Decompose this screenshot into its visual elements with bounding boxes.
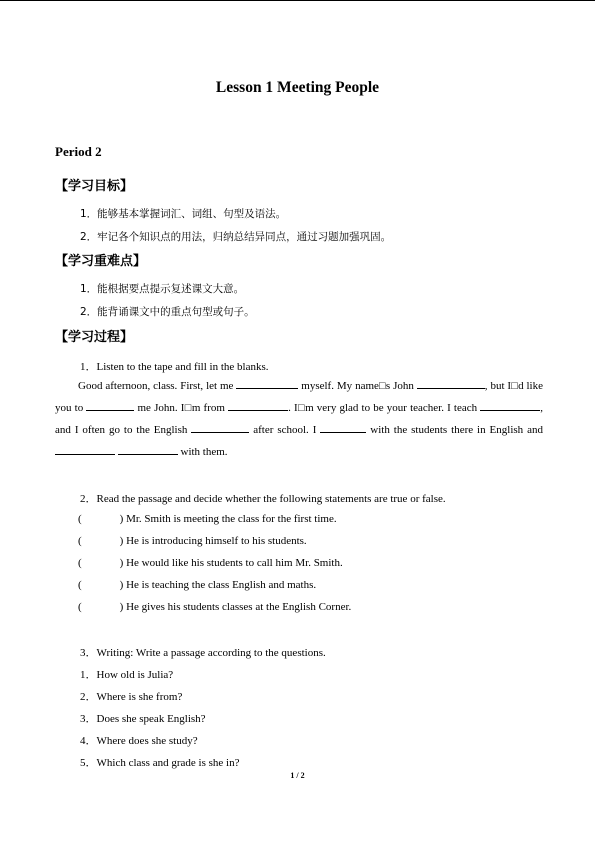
exercise2-instruction: 2．Read the passage and decide whether the following statements are true or false. (80, 493, 446, 505)
fill-blank[interactable] (417, 377, 485, 389)
passage-text: m very glad to be your teacher. I teach (305, 402, 478, 414)
key-point-item: 1．能根据要点提示复述课文大意。 (80, 283, 245, 295)
writing-question: 5．Which class and grade is she in? (80, 757, 240, 769)
process-heading: 【学习过程】 (55, 330, 134, 345)
page-top-border (0, 0, 595, 1)
writing-question: 3．Does she speak English? (80, 713, 206, 725)
tf-statement-row: ( ) Mr. Smith is meeting the class for the first time. (78, 513, 337, 525)
objective-item: 1．能够基本掌握词汇、词组、句型及语法。 (80, 208, 287, 220)
passage-text: s John (385, 380, 414, 392)
exercise3-instruction: 3．Writing: Write a passage according to the questions. (80, 647, 326, 659)
tf-statement-text: He would like his students to call him Mr. Smith. (126, 557, 343, 569)
tf-statement-row: ( ) He would like his students to call him Mr. Smith. (78, 557, 343, 569)
tf-statement-row: ( ) He gives his students classes at the English Corner. (78, 601, 352, 613)
tf-statement-row: ( ) He is introducing himself to his students. (78, 535, 307, 547)
exercise1-passage: Good afternoon, class. First, let me myself. My name□s John , but I□d like you to me John. I□m from . I□m very glad to be your teacher. I teach , and I often go to the English after school. I with the students there in English and with them. (55, 375, 543, 463)
tf-statement-text: He is introducing himself to his students. (126, 535, 307, 547)
passage-text: , but I (484, 380, 512, 392)
passage-text: . I (288, 402, 298, 414)
passage-text: m from (191, 402, 225, 414)
passage-text: me John. I (137, 402, 185, 414)
fill-blank[interactable] (118, 443, 178, 455)
tf-statement-text: He is teaching the class English and maths. (126, 579, 317, 591)
objective-item: 2．牢记各个知识点的用法，归纳总结异同点，通过习题加强巩固。 (80, 231, 392, 243)
passage-text: after school. I (253, 424, 317, 436)
passage-text: with them. (180, 446, 228, 458)
fill-blank[interactable] (480, 399, 540, 411)
objectives-heading: 【学习目标】 (55, 179, 134, 194)
passage-text: d like you to (55, 380, 543, 414)
fill-blank[interactable] (86, 399, 134, 411)
tf-statement-row: ( ) He is teaching the class English and maths. (78, 579, 317, 591)
writing-question: 2．Where is she from? (80, 691, 183, 703)
period-label: Period 2 (55, 144, 102, 159)
fill-blank[interactable] (191, 421, 249, 433)
tf-statement-text: He gives his students classes at the English Corner. (126, 601, 352, 613)
fill-blank[interactable] (55, 443, 115, 455)
key-point-item: 2．能背诵课文中的重点句型或句子。 (80, 306, 255, 318)
fill-blank[interactable] (320, 421, 366, 433)
writing-question: 1．How old is Julia? (80, 669, 174, 681)
fill-blank[interactable] (236, 377, 298, 389)
exercise1-instruction: 1．Listen to the tape and fill in the blanks. (80, 361, 269, 373)
writing-question: 4．Where does she study? (80, 735, 198, 747)
passage-text: myself. My name (301, 380, 379, 392)
passage-text: with the students there in English and (370, 424, 543, 436)
fill-blank[interactable] (228, 399, 288, 411)
tf-statement-text: Mr. Smith is meeting the class for the first time. (126, 513, 337, 525)
key-points-heading: 【学习重难点】 (55, 254, 147, 269)
passage-text: Good afternoon, class. First, let me (78, 380, 234, 392)
lesson-title: Lesson 1 Meeting People (215, 79, 380, 96)
page-number: 1 / 2 (290, 771, 305, 780)
passage-text: , and I often go to the English (55, 402, 543, 436)
